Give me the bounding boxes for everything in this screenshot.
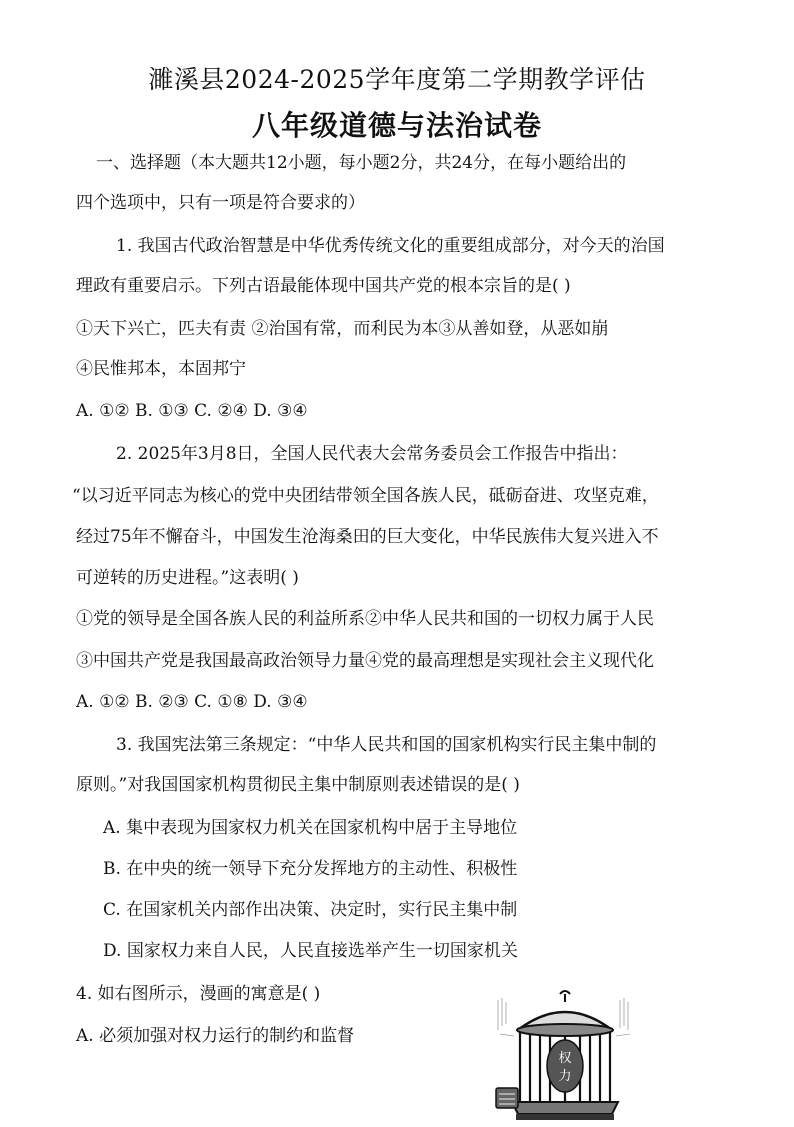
q3-option-a: A. 集中表现为国家权力机关在国家机构中居于主导地位 xyxy=(103,818,518,838)
q2-stem-cont2: 经过75年不懈奋斗，中国发生沧海桑田的巨大变化，中华民族伟大复兴进入不 xyxy=(76,527,659,547)
q2-stem: 2. 2025年3月8日，全国人民代表大会常务委员会工作报告中指出： xyxy=(116,444,628,464)
cartoon-caption-bottom: 力 xyxy=(558,1069,572,1084)
cartoon-power-in-cage xyxy=(490,990,640,1123)
lock-icon xyxy=(496,1088,518,1108)
q2-options: A. ①② B. ②③ C. ①⑧ D. ③④ xyxy=(76,692,308,712)
q2-stem-cont3: 可逆转的历史进程。”这表明( ) xyxy=(76,568,299,588)
section-heading-cont: 四个选项中，只有一项是符合要求的） xyxy=(76,193,365,213)
q2-items: ①党的领导是全国各族人民的利益所系②中华人民共和国的一切权力属于人民 xyxy=(76,609,654,629)
q3-option-c: C. 在国家机关内部作出决策、决定时，实行民主集中制 xyxy=(103,900,518,920)
q1-stem: 1. 我国古代政治智慧是中华优秀传统文化的重要组成部分，对今天的治国 xyxy=(116,236,665,256)
q3-option-b: B. 在中央的统一领导下充分发挥地方的主动性、积极性 xyxy=(103,859,518,879)
exam-subtitle: 八年级道德与法治试卷 xyxy=(251,109,542,142)
q4-option-a: A. 必须加强对权力运行的制约和监督 xyxy=(76,1026,355,1046)
q3-option-d: D. 国家权力来自人民，人民直接选举产生一切国家机关 xyxy=(103,941,518,961)
q1-items-cont: ④民惟邦本，本固邦宁 xyxy=(76,359,246,379)
q1-stem-cont: 理政有重要启示。下列古语最能体现中国共产党的根本宗旨的是( ) xyxy=(76,276,571,296)
q4-stem: 4. 如右图所示，漫画的寓意是( ) xyxy=(76,984,321,1004)
birdcage-illustration xyxy=(490,990,640,1123)
q2-items-cont: ③中国共产党是我国最高政治领导力量④党的最高理想是实现社会主义现代化 xyxy=(76,651,654,671)
q1-items: ①天下兴亡，匹夫有责 ②治国有常，而利民为本③从善如登，从恶如崩 xyxy=(76,319,609,339)
q2-stem-cont1: “以习近平同志为核心的党中央团结带领全国各族人民，砥砺奋进、攻坚克难， xyxy=(72,486,659,506)
q1-options: A. ①② B. ①③ C. ②④ D. ③④ xyxy=(76,401,308,421)
q3-stem: 3. 我国宪法第三条规定：“中华人民共和国的国家机构实行民主集中制的 xyxy=(116,735,657,755)
section-heading: 一、选择题（本大题共12小题，每小题2分，共24分，在每小题给出的 xyxy=(96,153,627,173)
exam-title: 濉溪县2024-2025学年度第二学期教学评估 xyxy=(148,65,646,94)
q3-stem-cont: 原则。”对我国国家机构贯彻民主集中制原则表述错误的是( ) xyxy=(76,775,520,795)
cartoon-caption-top: 权 xyxy=(558,1051,572,1066)
